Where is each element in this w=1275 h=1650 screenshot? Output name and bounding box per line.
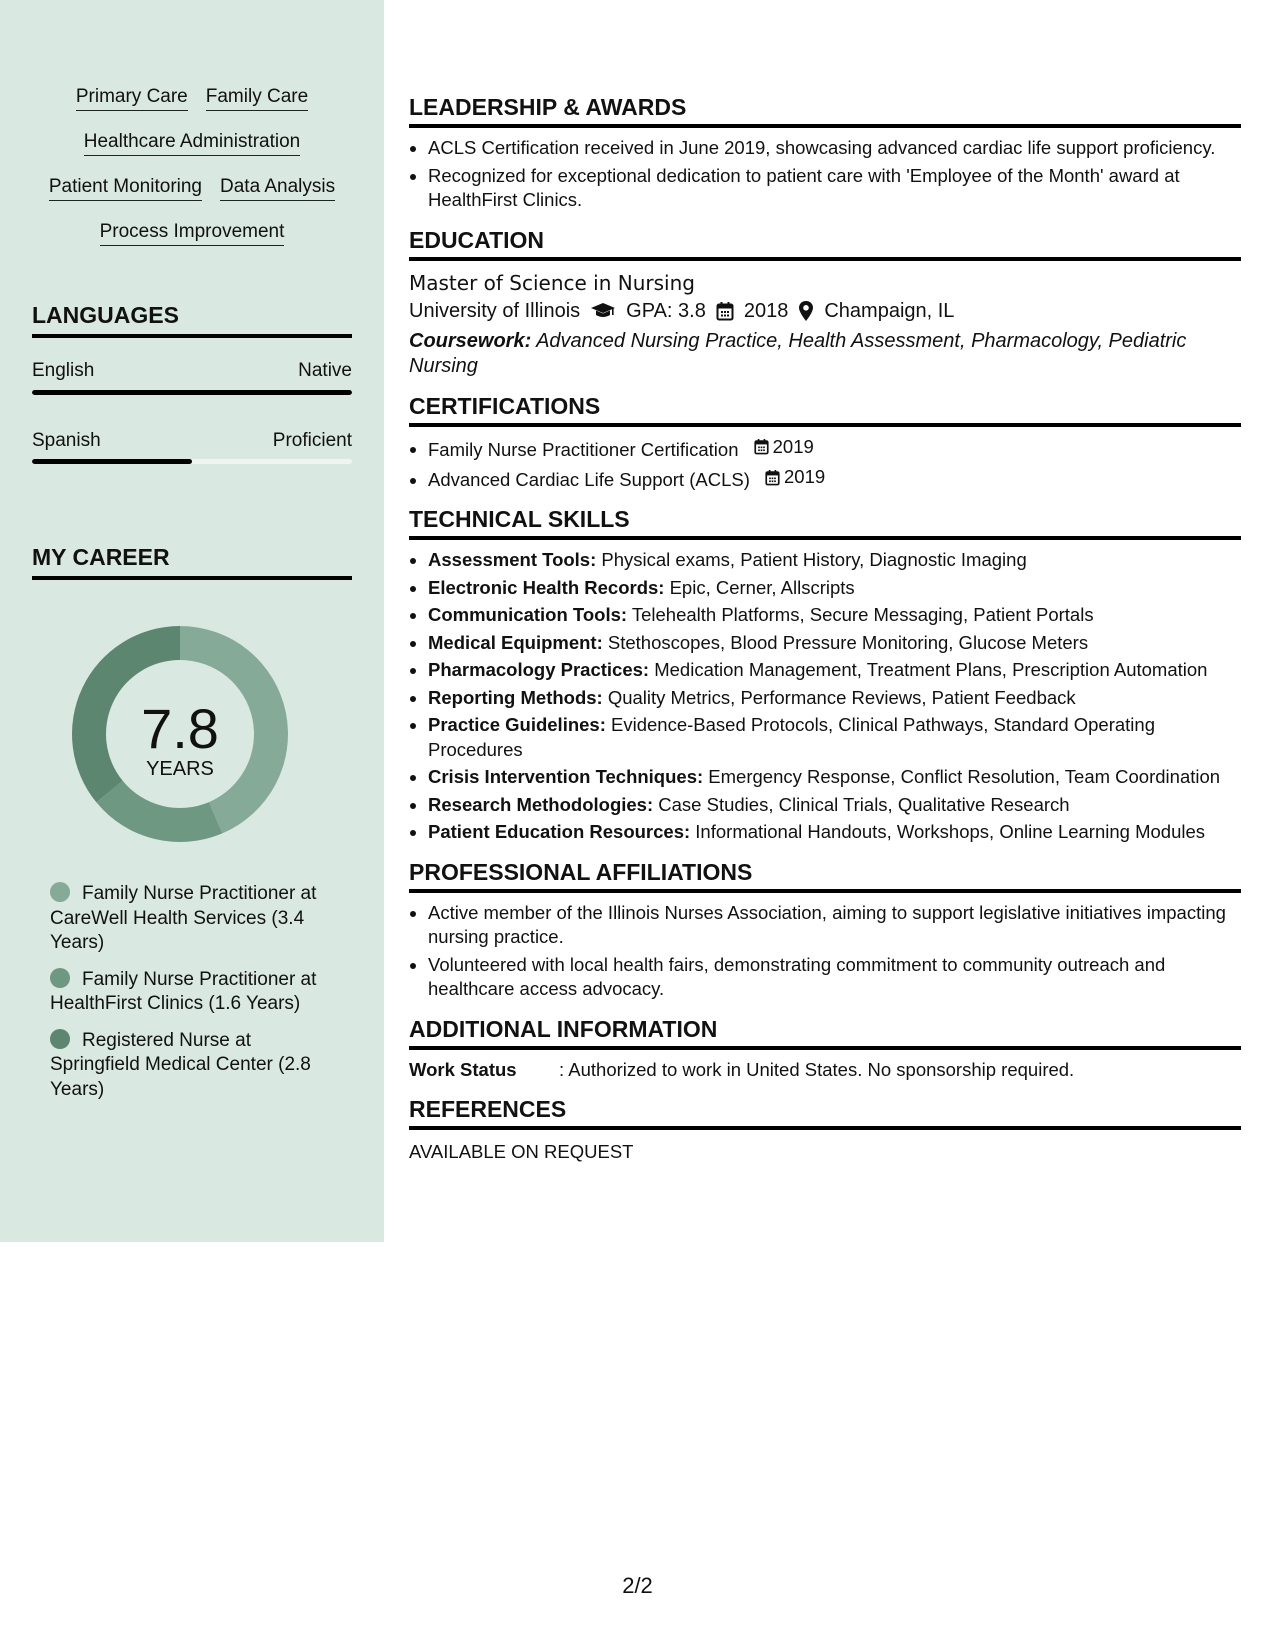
career-text: Registered Nurse at Springfield Medical Center (2.8 Years): [50, 1029, 311, 1100]
skill-tag: Family Care: [206, 84, 308, 111]
list-item: [428, 765, 1241, 790]
language-row-english: [32, 359, 352, 383]
skill-value: Physical exams, Patient History, Diagnostic Imaging: [601, 549, 1027, 570]
career-unit: YEARS: [146, 758, 214, 780]
cert-date: [765, 465, 825, 490]
skill-label: Pharmacology Practices:: [428, 659, 650, 680]
skill-value: Medication Management, Treatment Plans, Prescription Automation: [654, 659, 1208, 680]
additional-info-heading: ADDITIONAL INFORMATION: [409, 1014, 1241, 1050]
language-bar-english: [32, 390, 352, 395]
main-content: [409, 92, 1241, 1176]
calendar-icon: [754, 438, 769, 455]
graduation-cap-icon: [590, 301, 616, 321]
sidebar: [0, 0, 384, 1242]
language-level: Native: [298, 360, 352, 381]
list-item: [428, 631, 1241, 656]
certifications-list: [409, 435, 1241, 493]
education-year: 2018: [743, 299, 789, 322]
cert-date: [754, 435, 814, 460]
leadership-section: [409, 92, 1241, 213]
skill-value: Case Studies, Clinical Trials, Qualitative Research: [658, 793, 1070, 815]
career-text: Family Nurse Practitioner at CareWell Health Services (3.4 Years): [50, 883, 317, 953]
technical-skills-list: [409, 548, 1241, 845]
work-status-value: : Authorized to work in United States. No sponsorship required.: [559, 1058, 1075, 1080]
affiliations-list: [409, 901, 1241, 1002]
languages-heading: LANGUAGES: [32, 300, 352, 338]
references-section: [409, 1094, 1241, 1164]
skill-value: Informational Handouts, Workshops, Online Learning Modules: [695, 821, 1206, 842]
career-item: [50, 968, 330, 1017]
affiliations-section: [409, 857, 1241, 1002]
education-location: Champaign, IL: [824, 299, 955, 322]
cert-year: 2019: [772, 435, 814, 457]
leadership-heading: LEADERSHIP & AWARDS: [409, 92, 1241, 128]
career-legend: [50, 882, 330, 1114]
list-item: [428, 465, 1241, 492]
skill-label: Assessment Tools:: [428, 549, 597, 570]
language-name: English: [32, 360, 95, 381]
list-item: [428, 820, 1241, 845]
school: University of Illinois: [409, 299, 581, 322]
cert-name: Family Nurse Practitioner Certification: [428, 438, 739, 460]
additional-info-section: [409, 1014, 1241, 1082]
list-item: • ACLS Certification received in June 2019, showcasing advanced cardiac life support proficiency.: [428, 136, 1241, 161]
career-dot: [50, 882, 70, 902]
career-dot: [50, 968, 70, 988]
coursework: [409, 329, 1241, 379]
skill-label: Medical Equipment:: [428, 631, 603, 653]
list-item: • Recognized for exceptional dedication to patient care with 'Employee of the Month' award at HealthFirst Clinics.: [428, 164, 1241, 213]
skill-label: Crisis Intervention Techniques:: [428, 766, 704, 787]
skill-value: Quality Metrics, Performance Reviews, Patient Feedback: [607, 686, 1076, 708]
list-item: • Active member of the Illinois Nurses Association, aiming to support legislative initiatives impacting nursing practice.: [428, 901, 1241, 950]
skill-label: Electronic Health Records:: [428, 576, 665, 598]
list-item: [428, 658, 1241, 683]
list-item: [428, 548, 1241, 573]
language-bar-fill: [32, 459, 192, 464]
list-item: [428, 435, 1241, 462]
leadership-list: [409, 136, 1241, 213]
language-name: Spanish: [32, 430, 101, 451]
coursework-label: Coursework:: [409, 329, 532, 352]
skill-tag: Healthcare Administration: [84, 129, 301, 156]
career-dot: [50, 1029, 70, 1049]
calendar-icon: [765, 469, 780, 486]
education-heading: EDUCATION: [409, 225, 1241, 261]
affiliations-heading: PROFESSIONAL AFFILIATIONS: [409, 857, 1241, 893]
skill-tag: Patient Monitoring: [49, 174, 202, 201]
location-pin-icon: [798, 300, 814, 322]
education-meta: [409, 297, 1241, 325]
education-section: [409, 225, 1241, 379]
references-heading: REFERENCES: [409, 1094, 1241, 1130]
career-text: Family Nurse Practitioner at HealthFirst Clinics (1.6 Years): [50, 968, 317, 1014]
skill-value: Stethoscopes, Blood Pressure Monitoring, Glucose Meters: [607, 631, 1089, 653]
references-text: AVAILABLE ON REQUEST: [409, 1140, 634, 1162]
skill-value: Epic, Cerner, Allscripts: [669, 576, 855, 598]
page-number: 2/2: [622, 1573, 653, 1598]
certifications-section: [409, 391, 1241, 493]
language-row-spanish: [32, 429, 352, 453]
skill-label: Reporting Methods:: [428, 686, 603, 708]
calendar-icon: [716, 301, 734, 321]
technical-skills-section: [409, 504, 1241, 845]
skill-tag: Data Analysis: [220, 174, 335, 201]
skill-value: Evidence-Based Protocols, Clinical Pathways, Standard Operating Procedures: [428, 714, 1155, 760]
degree: Master of Science in Nursing: [409, 270, 695, 295]
donut-segment-2: [96, 781, 222, 842]
list-item: • Volunteered with local health fairs, demonstrating commitment to community outreach and healthcare access advocacy.: [428, 953, 1241, 1002]
skill-tag: Primary Care: [76, 84, 188, 111]
list-item: [428, 576, 1241, 601]
skill-label: Patient Education Resources:: [428, 821, 691, 842]
list-item: [428, 603, 1241, 628]
work-status-label: Work Status: [409, 1058, 517, 1080]
work-status-row: [409, 1058, 1241, 1082]
cert-year: 2019: [784, 465, 826, 487]
skill-value: Emergency Response, Conflict Resolution, Team Coordination: [708, 766, 1221, 787]
gpa: GPA: 3.8: [626, 299, 706, 322]
list-item: [428, 713, 1241, 762]
skill-label: Communication Tools:: [428, 604, 628, 625]
career-item: [50, 882, 330, 956]
career-heading: MY CAREER: [32, 542, 352, 580]
language-bar-fill: [32, 390, 352, 395]
cert-name: Advanced Cardiac Life Support (ACLS): [428, 468, 750, 490]
career-total: 7.8: [141, 697, 219, 760]
technical-skills-heading: TECHNICAL SKILLS: [409, 504, 1241, 540]
list-item: [428, 686, 1241, 711]
skill-value: Telehealth Platforms, Secure Messaging, Patient Portals: [631, 604, 1094, 625]
list-item: [428, 793, 1241, 818]
career-donut-chart: [58, 612, 302, 856]
coursework-text: Advanced Nursing Practice, Health Assessment, Pharmacology, Pediatric Nursing: [409, 329, 1187, 377]
skill-label: Research Methodologies:: [428, 793, 654, 815]
skill-tag: Process Improvement: [100, 219, 285, 246]
skill-label: Practice Guidelines:: [428, 714, 606, 735]
career-item: [50, 1029, 330, 1103]
language-level: Proficient: [272, 430, 352, 451]
skills-tags: [32, 84, 352, 246]
certifications-heading: CERTIFICATIONS: [409, 391, 1241, 427]
language-bar-spanish: [32, 459, 352, 464]
